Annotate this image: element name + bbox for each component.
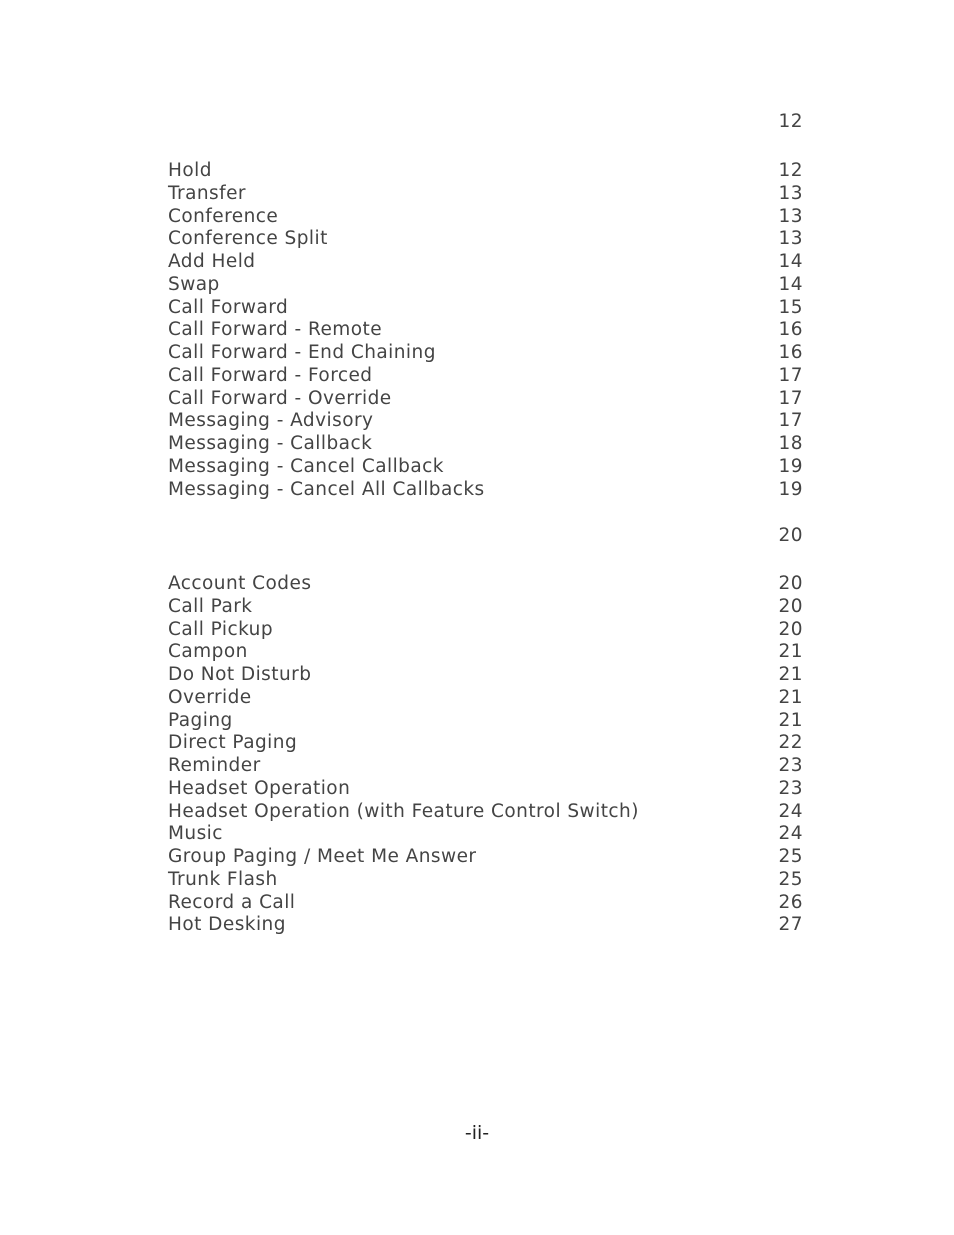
toc-entry-page: 20 [778, 573, 803, 594]
toc-entry [168, 297, 803, 320]
toc-entry [168, 596, 803, 619]
toc-entry-title: Hot Desking [168, 914, 286, 936]
toc-entry [168, 755, 803, 778]
toc-entry-page: 13 [778, 205, 803, 227]
toc-entry-page: 13 [778, 182, 803, 204]
toc-entry [168, 479, 803, 502]
toc-entry-page: 13 [778, 228, 803, 250]
toc-entry-page: 17 [778, 410, 803, 432]
toc-entry [168, 710, 803, 733]
toc-entry-title: Headset Operation (with Feature Control Switch) [168, 800, 639, 822]
toc-section-page: 12 [778, 111, 803, 132]
toc-entry-page: 23 [778, 755, 803, 776]
toc-entry [168, 869, 803, 892]
toc-entry-title: Call Forward [168, 296, 289, 318]
toc-entry-title: Record a Call [168, 891, 296, 913]
toc-entry-page: 20 [778, 595, 803, 617]
toc-entry-title: Conference Split [168, 228, 328, 250]
toc-section-heading [168, 525, 803, 548]
page-number-footer: -ii- [464, 1122, 490, 1144]
toc-entry [168, 319, 803, 342]
toc-entry-title: Call Forward - End Chaining [168, 342, 436, 363]
toc-entry-title: Do Not Disturb [168, 664, 312, 685]
toc-entry-page: 16 [778, 319, 803, 341]
toc-entry-page: 24 [778, 823, 803, 845]
toc-entry [168, 732, 803, 755]
toc-entry-page: 24 [778, 800, 803, 822]
toc-entry-title: Override [168, 686, 252, 708]
toc-entry-title: Account Codes [168, 573, 312, 594]
toc-entry-title: Messaging - Cancel All Callbacks [168, 478, 485, 500]
toc-entry-page: 26 [778, 891, 803, 913]
toc-entry-title: Add Held [168, 251, 256, 272]
toc-entry-page: 20 [778, 618, 803, 640]
toc-entry [168, 573, 803, 596]
toc-entry-page: 15 [778, 296, 803, 318]
toc-entry-title: Paging [168, 709, 233, 731]
toc-entry-title: Call Forward - Remote [168, 319, 383, 341]
toc-entry [168, 251, 803, 274]
toc-entry-title: Call Forward - Forced [168, 364, 373, 386]
toc-entry-title: Campon [168, 641, 248, 663]
toc-entry [168, 619, 803, 642]
toc-entry-title: Swap [168, 273, 220, 295]
toc-entry [168, 823, 803, 846]
toc-entry-title: Headset Operation [168, 777, 351, 799]
toc-entry-page: 17 [778, 364, 803, 386]
toc-entry-page: 19 [778, 478, 803, 500]
toc-entry-page: 19 [778, 455, 803, 477]
toc-section-1 [168, 111, 803, 134]
toc-entry-page: 21 [778, 664, 803, 685]
toc-entry-page: 14 [778, 251, 803, 272]
toc-entry-title: Trunk Flash [168, 868, 278, 890]
toc-entry [168, 342, 803, 365]
toc-entry [168, 456, 803, 479]
toc-entry-page: 14 [778, 273, 803, 295]
toc-entry-title: Messaging - Callback [168, 433, 373, 454]
toc-entry-page: 17 [778, 387, 803, 409]
toc-entry-title: Transfer [168, 182, 246, 204]
toc-entry [168, 892, 803, 915]
toc-entry-page: 16 [778, 342, 803, 363]
toc-entry-page: 18 [778, 433, 803, 454]
toc-entry-title: Call Park [168, 595, 253, 617]
toc-section-2 [168, 525, 803, 548]
toc-entry-page: 21 [778, 686, 803, 708]
toc-entry [168, 183, 803, 206]
toc-entry-title: Reminder [168, 755, 261, 776]
toc-entry [168, 206, 803, 229]
toc-section-page: 20 [778, 525, 803, 546]
toc-entry-title: Messaging - Cancel Callback [168, 455, 444, 477]
toc-entry-page: 25 [778, 846, 803, 867]
toc-entry [168, 801, 803, 824]
toc-entry [168, 778, 803, 801]
toc-entry-title: Conference [168, 205, 279, 227]
toc-entry-page: 21 [778, 641, 803, 663]
toc-entry-title: Call Forward - Override [168, 387, 392, 409]
toc-entry-page: 23 [778, 777, 803, 799]
toc-entry-list-2 [168, 573, 803, 937]
toc-entry-title: Direct Paging [168, 732, 298, 754]
toc-entry [168, 641, 803, 664]
toc-entry-list-1 [168, 160, 803, 501]
toc-entry-title: Music [168, 823, 223, 845]
toc-entry-page: 21 [778, 709, 803, 731]
toc-entry [168, 388, 803, 411]
toc-entry-title: Group Paging / Meet Me Answer [168, 846, 477, 867]
toc-entry [168, 365, 803, 388]
toc-entry [168, 914, 803, 937]
toc-entry [168, 410, 803, 433]
toc-entry [168, 664, 803, 687]
toc-entry-page: 12 [778, 160, 803, 181]
toc-entry-page: 25 [778, 868, 803, 890]
toc-entry-title: Call Pickup [168, 618, 274, 640]
toc-entry [168, 274, 803, 297]
toc-entry [168, 228, 803, 251]
toc-entry-title: Hold [168, 160, 212, 181]
toc-entry [168, 160, 803, 183]
toc-entry-title: Messaging - Advisory [168, 410, 374, 432]
toc-entry-page: 22 [778, 732, 803, 754]
toc-entry [168, 433, 803, 456]
toc-entry-page: 27 [778, 914, 803, 936]
toc-entry [168, 687, 803, 710]
toc-entry [168, 846, 803, 869]
toc-section-heading [168, 111, 803, 134]
